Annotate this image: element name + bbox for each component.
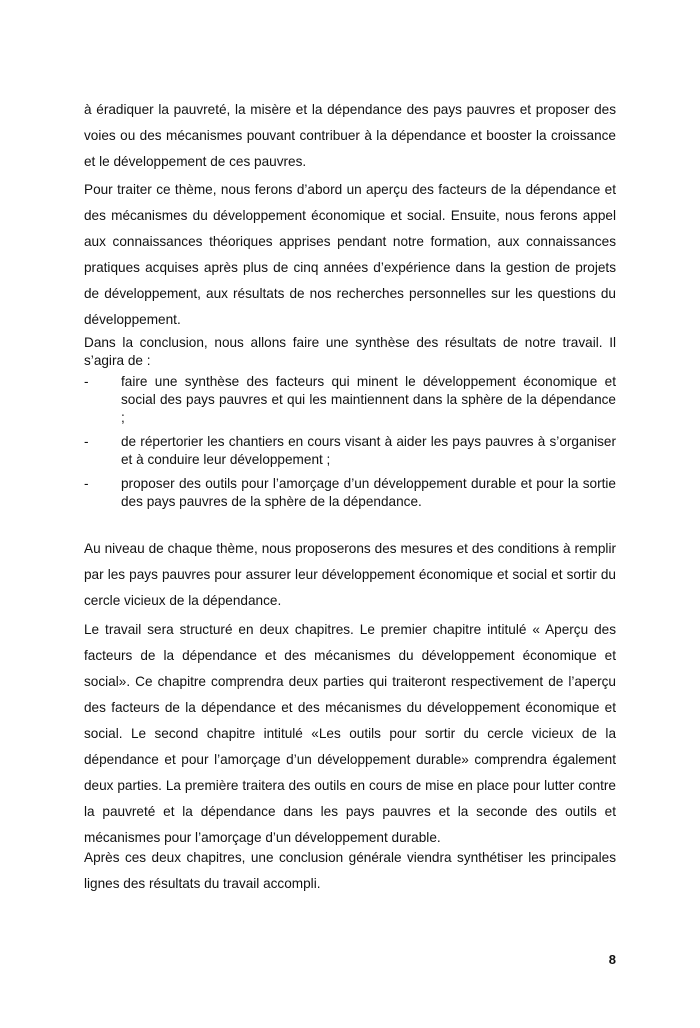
list-item-text: faire une synthèse des facteurs qui minent le développement économique et social des pays pauvres et qui les maintiennent dans la sphère de la dépendance ; xyxy=(121,374,616,425)
list-dash: - xyxy=(84,434,89,449)
page-number: 8 xyxy=(608,952,616,967)
list-dash: - xyxy=(84,476,89,491)
list-item xyxy=(84,373,616,427)
objectives-list xyxy=(84,373,616,517)
paragraph-intro-continuation: à éradiquer la pauvreté, la misère et la dépendance des pays pauvres et proposer des voies ou des mécanismes pouvant contribuer à la dépendance et booster la croissance et le développement de ces pauvres. xyxy=(84,102,616,169)
paragraph-structure: Le travail sera structuré en deux chapitres. Le premier chapitre intitulé « Aperçu des facteurs de la dépendance et des mécanismes du développement économique et social». Ce chapitre comprendra deux parties qui traiteront respectivement de l’aperçu des facteurs de la dépendance et des mécanismes du développement économique et social. Le second chapitre intitulé «Les outils pour sortir du cercle vicieux de la dépendance et pour l’amorçage d’un développement durable» comprendra également deux parties. La première traitera des outils en cours de mise en place pour lutter contre la pauvreté et la dépendance dans les pays pauvres et la seconde des outils et mécanismes pour l’amorçage d’un développement durable. xyxy=(84,622,616,845)
paragraph-final: Après ces deux chapitres, une conclusion générale viendra synthétiser les principales lignes des résultats du travail accompli. xyxy=(84,850,616,891)
list-item xyxy=(84,433,616,469)
list-item-text: de répertorier les chantiers en cours visant à aider les pays pauvres à s’organiser et à conduire leur développement ; xyxy=(121,434,616,467)
paragraph-conclusion-intro: Dans la conclusion, nous allons faire une synthèse des résultats de notre travail. Il s’agira de : xyxy=(84,335,616,368)
list-dash: - xyxy=(84,374,89,389)
paragraph-themes: Au niveau de chaque thème, nous proposerons des mesures et des conditions à remplir par les pays pauvres pour assurer leur développement économique et social et sortir du cercle vicieux de la dépendance. xyxy=(84,541,616,608)
paragraph-approach: Pour traiter ce thème, nous ferons d’abord un aperçu des facteurs de la dépendance et des mécanismes du développement économique et social. Ensuite, nous ferons appel aux connaissances théoriques apprises pendant notre formation, aux connaissances pratiques acquises après plus de cinq années d’expérience dans la gestion de projets de développement, aux résultats de nos recherches personnelles sur les questions du développement. xyxy=(84,182,616,327)
list-item-text: proposer des outils pour l’amorçage d’un développement durable et pour la sortie des pays pauvres de la sphère de la dépendance. xyxy=(121,476,616,509)
list-item xyxy=(84,475,616,511)
